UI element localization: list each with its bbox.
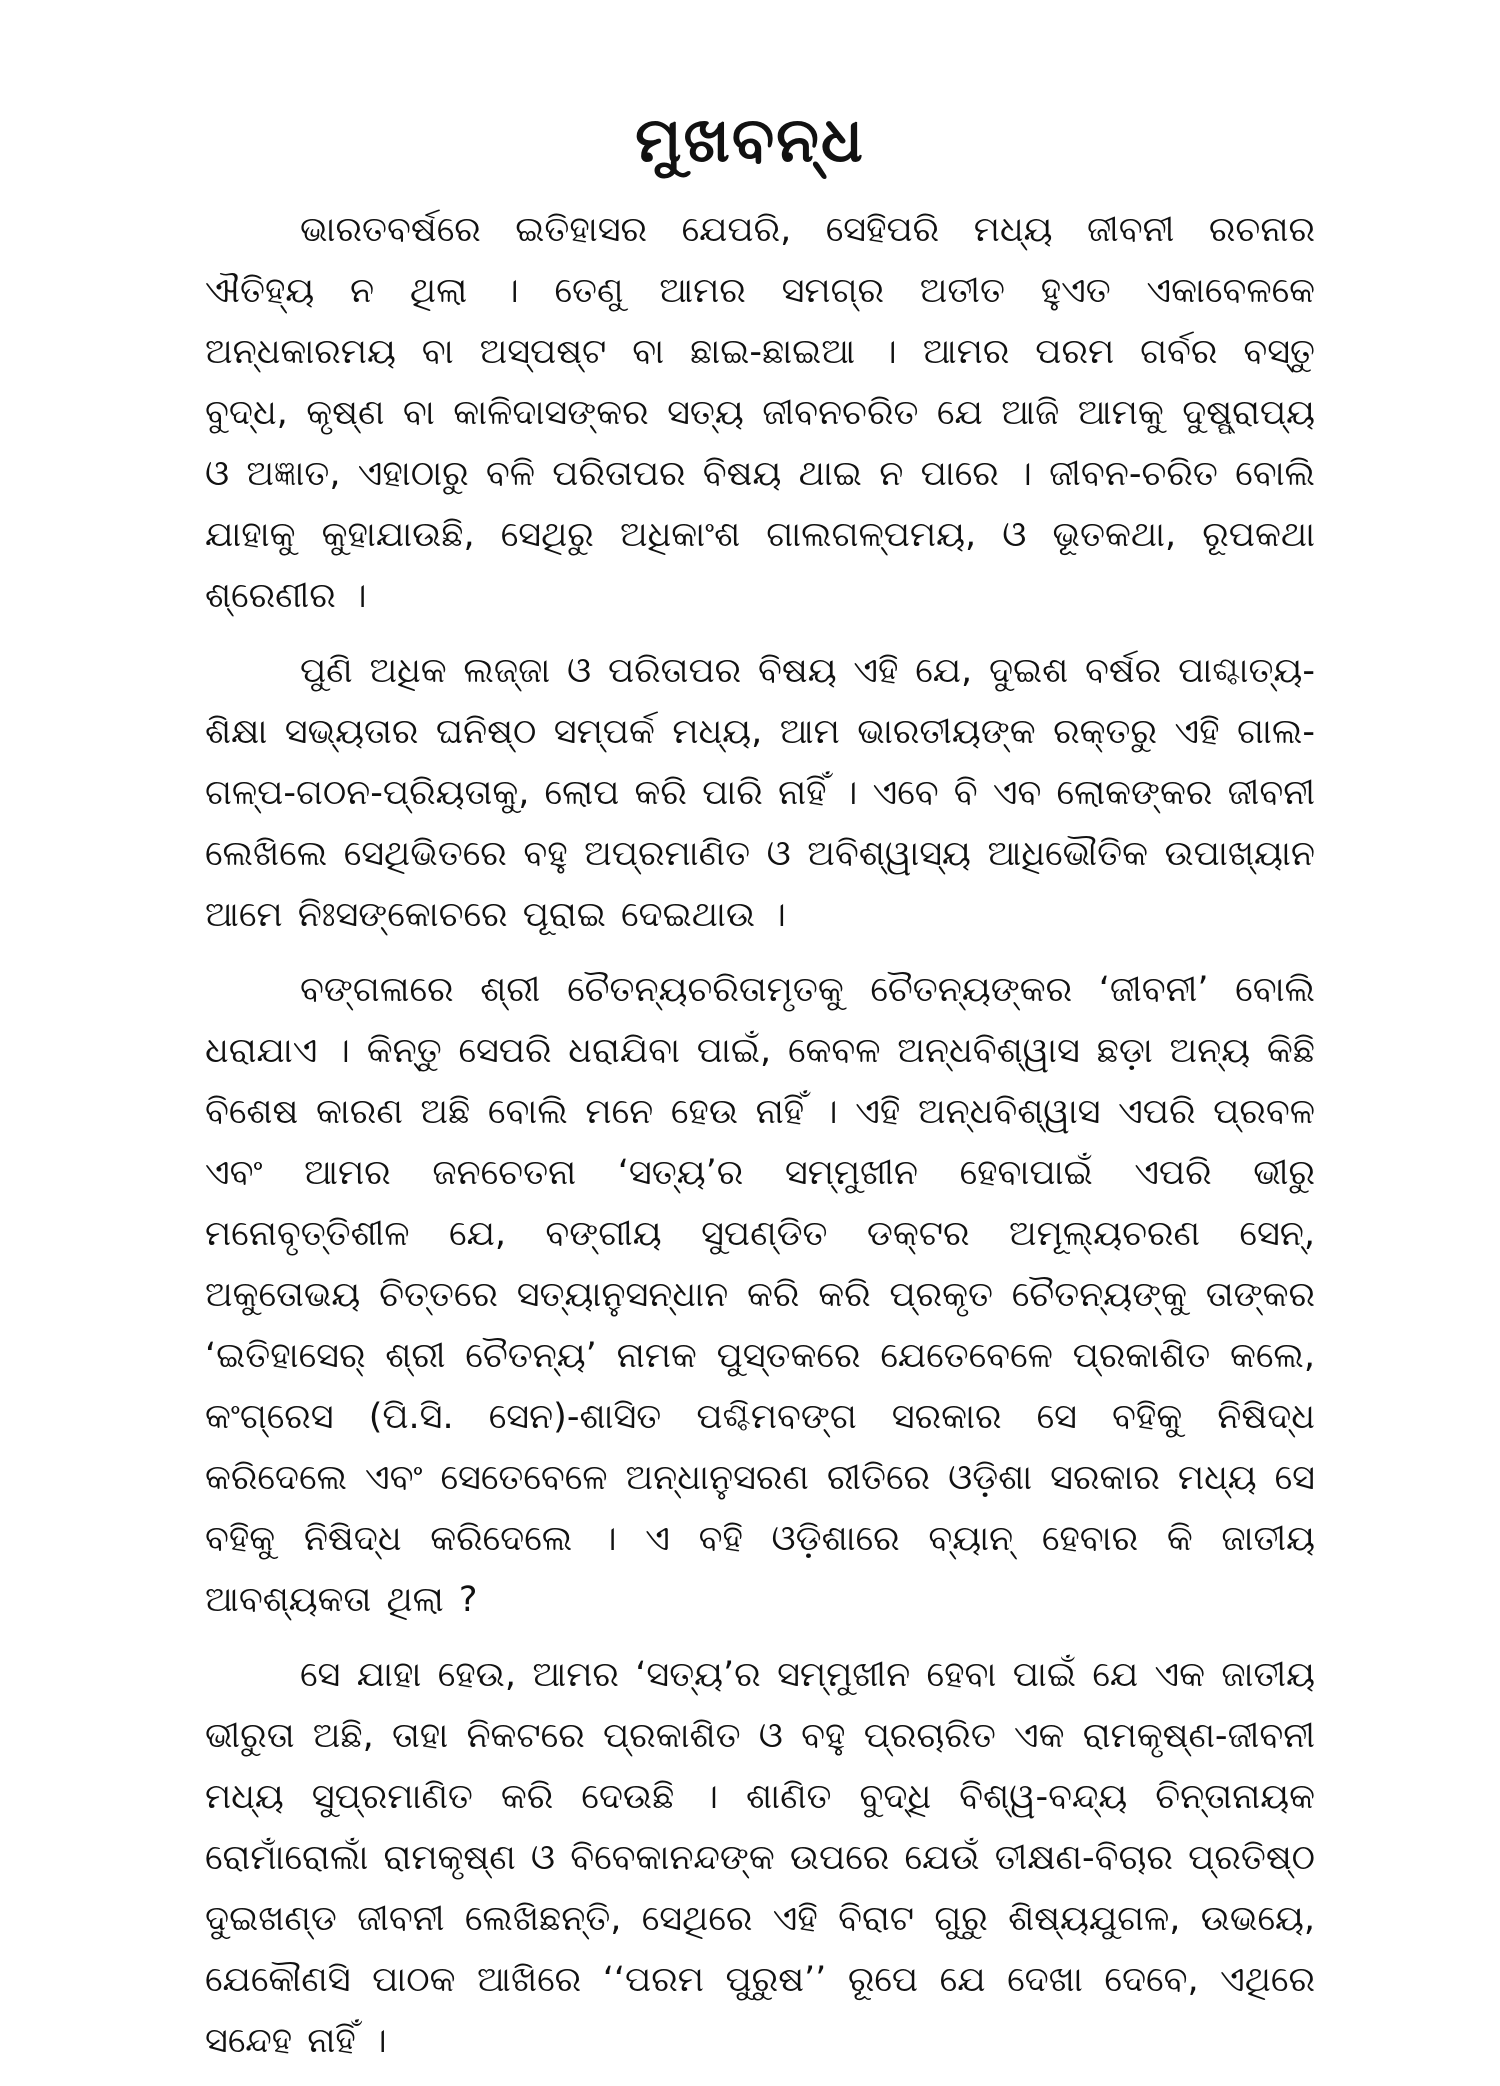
paragraph-1: ଭାରତବର୍ଷରେ ଇତିହାସର ଯେପରି, ସେହିପରି ମଧ୍ୟ ଜୀବନୀ ରଚନାର ଐତିହ୍ୟ ନ ଥିଲା । ତେଣୁ ଆମର ସମଗ୍ର ଅତୀତ ହୁଏତ ଏକାବେଳକେ ଅନ୍ଧକାରମୟ ବା ଅସ୍ପଷ୍ଟ ବା ଛାଇ-ଛାଇଆ । ଆମର ପରମ ଗର୍ବର ବସ୍ତୁ ବୁଦ୍ଧ, କୃଷ୍ଣ ବା କାଳିଦାସଙ୍କର ସତ୍ୟ ଜୀବନଚରିତ ଯେ ଆଜି ଆମକୁ ଦୁଷ୍ପ୍ରାପ୍ୟ ଓ ଅଜ୍ଞାତ, ଏହାଠାରୁ ବଳି ପରିତାପର ବିଷୟ ଥାଇ ନ ପାରେ । ଜୀବନ-ଚରିତ ବୋଲି ଯାହାକୁ କୁହାଯାଉଛି, ସେଥିରୁ ଅଧିକାଂଶ ଗାଲଗଳ୍ପମୟ, ଓ ଭୂତକଥା, ରୂପକଥା ଶ୍ରେଣୀର ।	[205, 210, 1315, 616]
paragraph-3: ବଙ୍ଗଳାରେ ଶ୍ରୀ ଚୈତନ୍ୟଚରିତାମୃତକୁ ଚୈତନ୍ୟଙ୍କର ‘ଜୀବନୀ’ ବୋଲି ଧରାଯାଏ । କିନ୍ତୁ ସେପରି ଧରାଯିବା ପାଇଁ, କେବଳ ଅନ୍ଧବିଶ୍ୱାସ ଛଡ଼ା ଅନ୍ୟ କିଛି ବିଶେଷ କାରଣ ଅଛି ବୋଲି ମନେ ହେଉ ନାହିଁ । ଏହି ଅନ୍ଧବିଶ୍ୱାସ ଏପରି ପ୍ରବଳ ଏବଂ ଆମର ଜନଚେତନା ‘ସତ୍ୟ’ର ସମ୍ମୁଖୀନ ହେବାପାଇଁ ଏପରି ଭୀରୁ ମନୋବୃତ୍ତିଶୀଳ ଯେ, ବଙ୍ଗୀୟ ସୁପଣ୍ଡିତ ଡକ୍ଟର ଅମୂଲ୍ୟଚରଣ ସେନ୍, ଅକୁତୋଭୟ ଚିତ୍ତରେ ସତ୍ୟାନୁସନ୍ଧାନ କରି କରି ପ୍ରକୃତ ଚୈତନ୍ୟଙ୍କୁ ତାଙ୍କର ‘ଇତିହାସେର୍ ଶ୍ରୀ ଚୈତନ୍ୟ’ ନାମକ ପୁସ୍ତକରେ ଯେତେବେଳେ ପ୍ରକାଶିତ କଲେ, କଂଗ୍ରେସ (ପି.ସି. ସେନ)-ଶାସିତ ପଶ୍ଚିମବଙ୍ଗ ସରକାର ସେ ବହିକୁ ନିଷିଦ୍ଧ କରିଦେଲେ ଏବଂ ସେତେବେଳେ ଅନ୍ଧାନୁସରଣ ରୀତିରେ ଓଡ଼ିଶା ସରକାର ମଧ୍ୟ ସେ ବହିକୁ ନିଷିଦ୍ଧ କରିଦେଲେ । ଏ ବହି ଓଡ଼ିଶାରେ ବ୍ୟାନ୍ ହେବାର କି ଜାତୀୟ ଆବଶ୍ୟକତା ଥିଲା ?	[205, 970, 1315, 1620]
body-text	[205, 200, 1315, 2086]
paragraph-2: ପୁଣି ଅଧିକ ଲଜ୍ଜା ଓ ପରିତାପର ବିଷୟ ଏହି ଯେ, ଦୁଇଶ ବର୍ଷର ପାଶ୍ଚାତ୍ୟ-ଶିକ୍ଷା ସଭ୍ୟତାର ଘନିଷ୍ଠ ସମ୍ପର୍କ ମଧ୍ୟ, ଆମ ଭାରତୀୟଙ୍କ ରକ୍ତରୁ ଏହି ଗାଲ-ଗଳ୍ପ-ଗଠନ-ପ୍ରିୟତାକୁ, ଲୋପ କରି ପାରି ନାହିଁ । ଏବେ ବି ଏବ ଲୋକଙ୍କର ଜୀବନୀ ଲେଖିଲେ ସେଥିଭିତରେ ବହୁ ଅପ୍ରମାଣିତ ଓ ଅବିଶ୍ୱାସ୍ୟ ଆଧିଭୌତିକ ଉପାଖ୍ୟାନ ଆମେ ନିଃସଙ୍କୋଚରେ ପୂରାଇ ଦେଇଥାଉ ।	[205, 651, 1315, 935]
paragraph-4: ସେ ଯାହା ହେଉ, ଆମର ‘ସତ୍ୟ’ର ସମ୍ମୁଖୀନ ହେବା ପାଇଁ ଯେ ଏକ ଜାତୀୟ ଭୀରୁତା ଅଛି, ତାହା ନିକଟରେ ପ୍ରକାଶିତ ଓ ବହୁ ପ୍ରଚାରିତ ଏକ ରାମକୃଷ୍ଣ-ଜୀବନୀ ମଧ୍ୟ ସୁପ୍ରମାଣିତ କରି ଦେଉଛି । ଶାଣିତ ବୁଦ୍ଧି ବିଶ୍ୱ-ବନ୍ଦ୍ୟ ଚିନ୍ତାନାୟକ ରୋମାଁରୋଲାଁ ରାମକୃଷ୍ଣ ଓ ବିବେକାନନ୍ଦଙ୍କ ଉପରେ ଯେଉଁ ତୀକ୍ଷଣ-ବିଚାର ପ୍ରତିଷ୍ଠ ଦୁଇଖଣ୍ଡ ଜୀବନୀ ଲେଖିଛନ୍ତି, ସେଥିରେ ଏହି ବିରାଟ ଗୁରୁ ଶିଷ୍ୟଯୁଗଳ, ଉଭୟେ, ଯେକୌଣସି ପାଠକ ଆଖିରେ ‘‘ପରମ ପୁରୁଷ’’ ରୂପେ ଯେ ଦେଖା ଦେବେ, ଏଥିରେ ସନ୍ଦେହ ନାହିଁ ।	[205, 1655, 1315, 2061]
page-title: ମୁଖବନ୍ଧ	[635, 103, 865, 176]
